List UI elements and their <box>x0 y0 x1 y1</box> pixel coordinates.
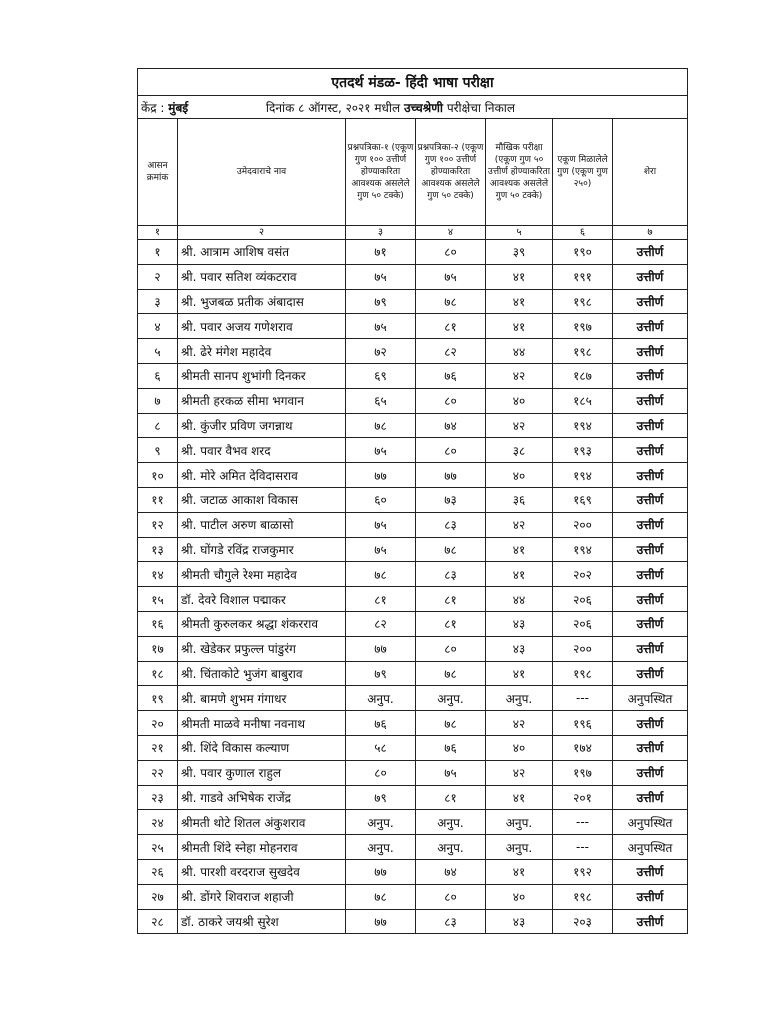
paper2-score: ७५ <box>416 264 486 289</box>
paper2-score: ८० <box>416 388 486 413</box>
seat-number: २५ <box>138 835 178 860</box>
candidate-name: श्री. पवार सतिश व्यंकटराव <box>178 264 346 289</box>
oral-score: ४१ <box>486 661 553 686</box>
oral-score: ४१ <box>486 537 553 562</box>
remark: उत्तीर्ण <box>613 587 688 612</box>
remark: उत्तीर्ण <box>613 438 688 463</box>
paper2-score: ७४ <box>416 413 486 438</box>
oral-score: ४३ <box>486 611 553 636</box>
candidate-name: श्री. डोंगरे शिवराज शहाजी <box>178 884 346 909</box>
paper1-score: ६० <box>346 487 416 512</box>
total-score: १९३ <box>553 438 613 463</box>
paper1-score: ७९ <box>346 785 416 810</box>
candidate-name: श्री. मोरे अमित देविदासराव <box>178 463 346 488</box>
total-score: २०२ <box>553 562 613 587</box>
seat-number: ९ <box>138 438 178 463</box>
seat-number: २४ <box>138 810 178 835</box>
paper2-score: ८१ <box>416 611 486 636</box>
seat-number: २१ <box>138 735 178 760</box>
remark: उत्तीर्ण <box>613 711 688 736</box>
seat-number: ३ <box>138 289 178 314</box>
seat-number: १० <box>138 463 178 488</box>
paper2-score: ८१ <box>416 314 486 339</box>
remark: उत्तीर्ण <box>613 388 688 413</box>
remark: उत्तीर्ण <box>613 463 688 488</box>
table-row <box>138 240 688 265</box>
paper1-score: ६९ <box>346 363 416 388</box>
table-row <box>138 339 688 364</box>
paper2-score: ८० <box>416 636 486 661</box>
remark: उत्तीर्ण <box>613 611 688 636</box>
paper1-score: ७७ <box>346 909 416 934</box>
oral-score: ३६ <box>486 487 553 512</box>
paper2-score: ७८ <box>416 289 486 314</box>
oral-score: ४१ <box>486 314 553 339</box>
candidate-name: श्री. जटाळ आकाश विकास <box>178 487 346 512</box>
paper1-score: ७८ <box>346 884 416 909</box>
total-score: २०६ <box>553 587 613 612</box>
oral-score: ४० <box>486 884 553 909</box>
paper2-score: अनुप. <box>416 810 486 835</box>
table-row <box>138 363 688 388</box>
seat-number: ११ <box>138 487 178 512</box>
column-number: २ <box>178 226 346 240</box>
total-score: --- <box>553 835 613 860</box>
oral-score: अनुप. <box>486 835 553 860</box>
table-row <box>138 537 688 562</box>
total-score: १९० <box>553 240 613 265</box>
paper2-score: ७६ <box>416 363 486 388</box>
total-score: --- <box>553 686 613 711</box>
table-row <box>138 587 688 612</box>
paper2-score: ८० <box>416 884 486 909</box>
column-number: ३ <box>346 226 416 240</box>
oral-score: ४० <box>486 388 553 413</box>
table-row <box>138 884 688 909</box>
seat-number: १५ <box>138 587 178 612</box>
total-score: २०६ <box>553 611 613 636</box>
oral-score: ४१ <box>486 785 553 810</box>
remark: उत्तीर्ण <box>613 537 688 562</box>
exam-level: उच्चश्रेणी <box>403 100 443 115</box>
remark: उत्तीर्ण <box>613 735 688 760</box>
table-row <box>138 512 688 537</box>
table-row <box>138 562 688 587</box>
candidate-name: श्री. चिंताकोटे भुजंग बाबुराव <box>178 661 346 686</box>
paper2-score: ८१ <box>416 785 486 810</box>
header-remark: शेरा <box>613 119 688 226</box>
column-number: ७ <box>613 226 688 240</box>
paper2-score: ७८ <box>416 661 486 686</box>
total-score: २०३ <box>553 909 613 934</box>
paper2-score: ८० <box>416 438 486 463</box>
total-score: १७४ <box>553 735 613 760</box>
table-row <box>138 909 688 934</box>
oral-score: ४१ <box>486 562 553 587</box>
table-row <box>138 413 688 438</box>
paper1-score: ७९ <box>346 661 416 686</box>
seat-number: ५ <box>138 339 178 364</box>
paper2-score: अनुप. <box>416 835 486 860</box>
candidate-name: श्री. पारशी वरदराज सुखदेव <box>178 859 346 884</box>
paper1-score: ७५ <box>346 438 416 463</box>
seat-number: १७ <box>138 636 178 661</box>
remark: उत्तीर्ण <box>613 339 688 364</box>
seat-number: १८ <box>138 661 178 686</box>
total-score: २०० <box>553 512 613 537</box>
table-row <box>138 735 688 760</box>
seat-number: १२ <box>138 512 178 537</box>
paper2-score: ७६ <box>416 735 486 760</box>
table-row <box>138 835 688 860</box>
remark: उत्तीर्ण <box>613 512 688 537</box>
paper1-score: ५८ <box>346 735 416 760</box>
total-score: २०० <box>553 636 613 661</box>
total-score: १९६ <box>553 711 613 736</box>
exam-info-line <box>138 96 688 119</box>
seat-number: २६ <box>138 859 178 884</box>
header-paper2: प्रश्नपत्रिका-२ (एकूण गुण १०० उत्तीर्ण होण्याकरिता आवश्यक असलेले गुण ५० टक्के) <box>416 119 486 226</box>
paper1-score: ७७ <box>346 636 416 661</box>
table-row <box>138 611 688 636</box>
oral-score: ४२ <box>486 512 553 537</box>
remark: उत्तीर्ण <box>613 314 688 339</box>
remark: उत्तीर्ण <box>613 562 688 587</box>
candidate-name: श्रीमती थोटे शितल अंकुशराव <box>178 810 346 835</box>
candidate-name: श्रीमती शिंदे स्नेहा मोहनराव <box>178 835 346 860</box>
oral-score: ४२ <box>486 363 553 388</box>
candidate-name: श्री. खेडेकर प्रफुल्ल पांडुरंग <box>178 636 346 661</box>
paper1-score: ७७ <box>346 859 416 884</box>
header-seat-no: आसन क्रमांक <box>138 119 178 226</box>
total-score: १९२ <box>553 859 613 884</box>
oral-score: ४० <box>486 735 553 760</box>
seat-number: २ <box>138 264 178 289</box>
paper2-score: ७८ <box>416 711 486 736</box>
paper1-score: ७७ <box>346 463 416 488</box>
paper2-score: ८२ <box>416 339 486 364</box>
remark: उत्तीर्ण <box>613 264 688 289</box>
table-row <box>138 388 688 413</box>
candidate-name: श्री. पवार वैभव शरद <box>178 438 346 463</box>
paper1-score: अनुप. <box>346 686 416 711</box>
remark: उत्तीर्ण <box>613 760 688 785</box>
paper2-score: ७४ <box>416 859 486 884</box>
total-score: २०१ <box>553 785 613 810</box>
table-row <box>138 760 688 785</box>
candidate-name: श्री. भुजबळ प्रतीक अंबादास <box>178 289 346 314</box>
remark: अनुपस्थित <box>613 835 688 860</box>
paper2-score: ७५ <box>416 760 486 785</box>
paper1-score: ७२ <box>346 339 416 364</box>
paper1-score: ८१ <box>346 587 416 612</box>
seat-number: ७ <box>138 388 178 413</box>
paper1-score: ७५ <box>346 537 416 562</box>
table-row <box>138 686 688 711</box>
candidate-name: श्री. शिंदे विकास कल्याण <box>178 735 346 760</box>
remark: उत्तीर्ण <box>613 240 688 265</box>
table-row <box>138 487 688 512</box>
header-oral: मौखिक परीक्षा (एकूण गुण ५० उत्तीर्ण होण्याकरिता आवश्यक असलेले गुण ५० टक्के) <box>486 119 553 226</box>
candidate-name: श्री. ढेरे मंगेश महादेव <box>178 339 346 364</box>
seat-number: १४ <box>138 562 178 587</box>
header-paper1: प्रश्नपत्रिका-१ (एकूण गुण १०० उत्तीर्ण होण्याकरिता आवश्यक असलेले गुण ५० टक्के) <box>346 119 416 226</box>
paper2-score: ८३ <box>416 512 486 537</box>
header-name: उमेदवाराचे नाव <box>178 119 346 226</box>
seat-number: ६ <box>138 363 178 388</box>
total-score: १९४ <box>553 463 613 488</box>
candidate-name: श्री. आत्राम आशिष वसंत <box>178 240 346 265</box>
seat-number: २२ <box>138 760 178 785</box>
candidate-name: श्री. गाडवे अभिषेक राजेंद्र <box>178 785 346 810</box>
total-score: १९४ <box>553 537 613 562</box>
candidate-name: श्रीमती कुरुलकर श्रद्धा शंकरराव <box>178 611 346 636</box>
paper1-score: ७९ <box>346 289 416 314</box>
seat-number: २३ <box>138 785 178 810</box>
paper2-score: ७७ <box>416 463 486 488</box>
candidate-name: श्रीमती चौगुले रेश्मा महादेव <box>178 562 346 587</box>
table-row <box>138 289 688 314</box>
paper2-score: अनुप. <box>416 686 486 711</box>
table-row <box>138 463 688 488</box>
candidate-name: श्रीमती माळवे मनीषा नवनाथ <box>178 711 346 736</box>
paper1-score: ७५ <box>346 264 416 289</box>
remark: उत्तीर्ण <box>613 487 688 512</box>
paper1-score: अनुप. <box>346 835 416 860</box>
oral-score: ४२ <box>486 711 553 736</box>
seat-number: १९ <box>138 686 178 711</box>
table-row <box>138 810 688 835</box>
oral-score: ४१ <box>486 859 553 884</box>
oral-score: ४२ <box>486 760 553 785</box>
oral-score: ४२ <box>486 413 553 438</box>
paper1-score: ७६ <box>346 711 416 736</box>
exam-date: दिनांक ८ ऑगस्ट, २०२१ मधील <box>265 100 401 115</box>
total-score: १८५ <box>553 388 613 413</box>
table-row <box>138 636 688 661</box>
remark: उत्तीर्ण <box>613 289 688 314</box>
oral-score: ४३ <box>486 909 553 934</box>
oral-score: ४४ <box>486 587 553 612</box>
candidate-name: श्रीमती सानप शुभांगी दिनकर <box>178 363 346 388</box>
seat-number: २० <box>138 711 178 736</box>
seat-number: २८ <box>138 909 178 934</box>
oral-score: ३९ <box>486 240 553 265</box>
paper2-score: ८३ <box>416 562 486 587</box>
seat-number: १ <box>138 240 178 265</box>
remark: अनुपस्थित <box>613 810 688 835</box>
table-row <box>138 438 688 463</box>
remark: उत्तीर्ण <box>613 785 688 810</box>
total-score: --- <box>553 810 613 835</box>
column-number: ५ <box>486 226 553 240</box>
oral-score: अनुप. <box>486 810 553 835</box>
remark: उत्तीर्ण <box>613 661 688 686</box>
candidate-name: डॉ. देवरे विशाल पद्माकर <box>178 587 346 612</box>
header-total: एकूण मिळालेले गुण (एकूण गुण २५०) <box>553 119 613 226</box>
total-score: १९८ <box>553 289 613 314</box>
results-body <box>138 240 688 934</box>
table-row <box>138 711 688 736</box>
paper1-score: अनुप. <box>346 810 416 835</box>
sheet-title: एतदर्थ मंडळ- हिंदी भाषा परीक्षा <box>138 69 688 96</box>
total-score: १६९ <box>553 487 613 512</box>
remark: उत्तीर्ण <box>613 636 688 661</box>
paper2-score: ७३ <box>416 487 486 512</box>
result-label: परीक्षेचा निकाल <box>446 100 516 115</box>
candidate-name: श्री. पवार अजय गणेशराव <box>178 314 346 339</box>
paper1-score: ७५ <box>346 512 416 537</box>
table-row <box>138 314 688 339</box>
total-score: १९१ <box>553 264 613 289</box>
candidate-name: श्री. पवार कुणाल राहुल <box>178 760 346 785</box>
table-row <box>138 661 688 686</box>
paper1-score: ७८ <box>346 562 416 587</box>
candidate-name: डॉ. ठाकरे जयश्री सुरेश <box>178 909 346 934</box>
seat-number: ४ <box>138 314 178 339</box>
remark: उत्तीर्ण <box>613 363 688 388</box>
oral-score: ३८ <box>486 438 553 463</box>
candidate-name: श्री. पाटील अरुण बाळासो <box>178 512 346 537</box>
total-score: १९८ <box>553 884 613 909</box>
table-row <box>138 785 688 810</box>
paper2-score: ८० <box>416 240 486 265</box>
column-number: ६ <box>553 226 613 240</box>
paper1-score: ६५ <box>346 388 416 413</box>
paper1-score: ८२ <box>346 611 416 636</box>
total-score: १९७ <box>553 760 613 785</box>
seat-number: १६ <box>138 611 178 636</box>
remark: उत्तीर्ण <box>613 413 688 438</box>
center-name: मुंबई <box>168 100 189 115</box>
total-score: १९४ <box>553 413 613 438</box>
seat-number: १३ <box>138 537 178 562</box>
oral-score: ४४ <box>486 339 553 364</box>
oral-score: ४० <box>486 463 553 488</box>
column-number: १ <box>138 226 178 240</box>
candidate-name: श्री. कुंजीर प्रविण जगन्नाथ <box>178 413 346 438</box>
total-score: १९८ <box>553 339 613 364</box>
oral-score: ४१ <box>486 264 553 289</box>
seat-number: २७ <box>138 884 178 909</box>
candidate-name: श्री. बामणे शुभम गंगाधर <box>178 686 346 711</box>
results-table <box>137 68 688 934</box>
oral-score: अनुप. <box>486 686 553 711</box>
paper1-score: ७५ <box>346 314 416 339</box>
paper1-score: ७८ <box>346 413 416 438</box>
candidate-name: श्री. घोंगडे रविंद्र राजकुमार <box>178 537 346 562</box>
remark: उत्तीर्ण <box>613 909 688 934</box>
paper2-score: ७८ <box>416 537 486 562</box>
remark: अनुपस्थित <box>613 686 688 711</box>
paper2-score: ८३ <box>416 909 486 934</box>
result-sheet <box>137 68 687 934</box>
candidate-name: श्रीमती हरकळ सीमा भगवान <box>178 388 346 413</box>
total-score: १९७ <box>553 314 613 339</box>
remark: उत्तीर्ण <box>613 859 688 884</box>
remark: उत्तीर्ण <box>613 884 688 909</box>
table-row <box>138 859 688 884</box>
seat-number: ८ <box>138 413 178 438</box>
paper1-score: ७१ <box>346 240 416 265</box>
total-score: १८७ <box>553 363 613 388</box>
oral-score: ४३ <box>486 636 553 661</box>
center-label: केंद्र : <box>141 100 165 115</box>
paper2-score: ८१ <box>416 587 486 612</box>
total-score: १९८ <box>553 661 613 686</box>
oral-score: ४१ <box>486 289 553 314</box>
paper1-score: ८० <box>346 760 416 785</box>
table-row <box>138 264 688 289</box>
column-number: ४ <box>416 226 486 240</box>
